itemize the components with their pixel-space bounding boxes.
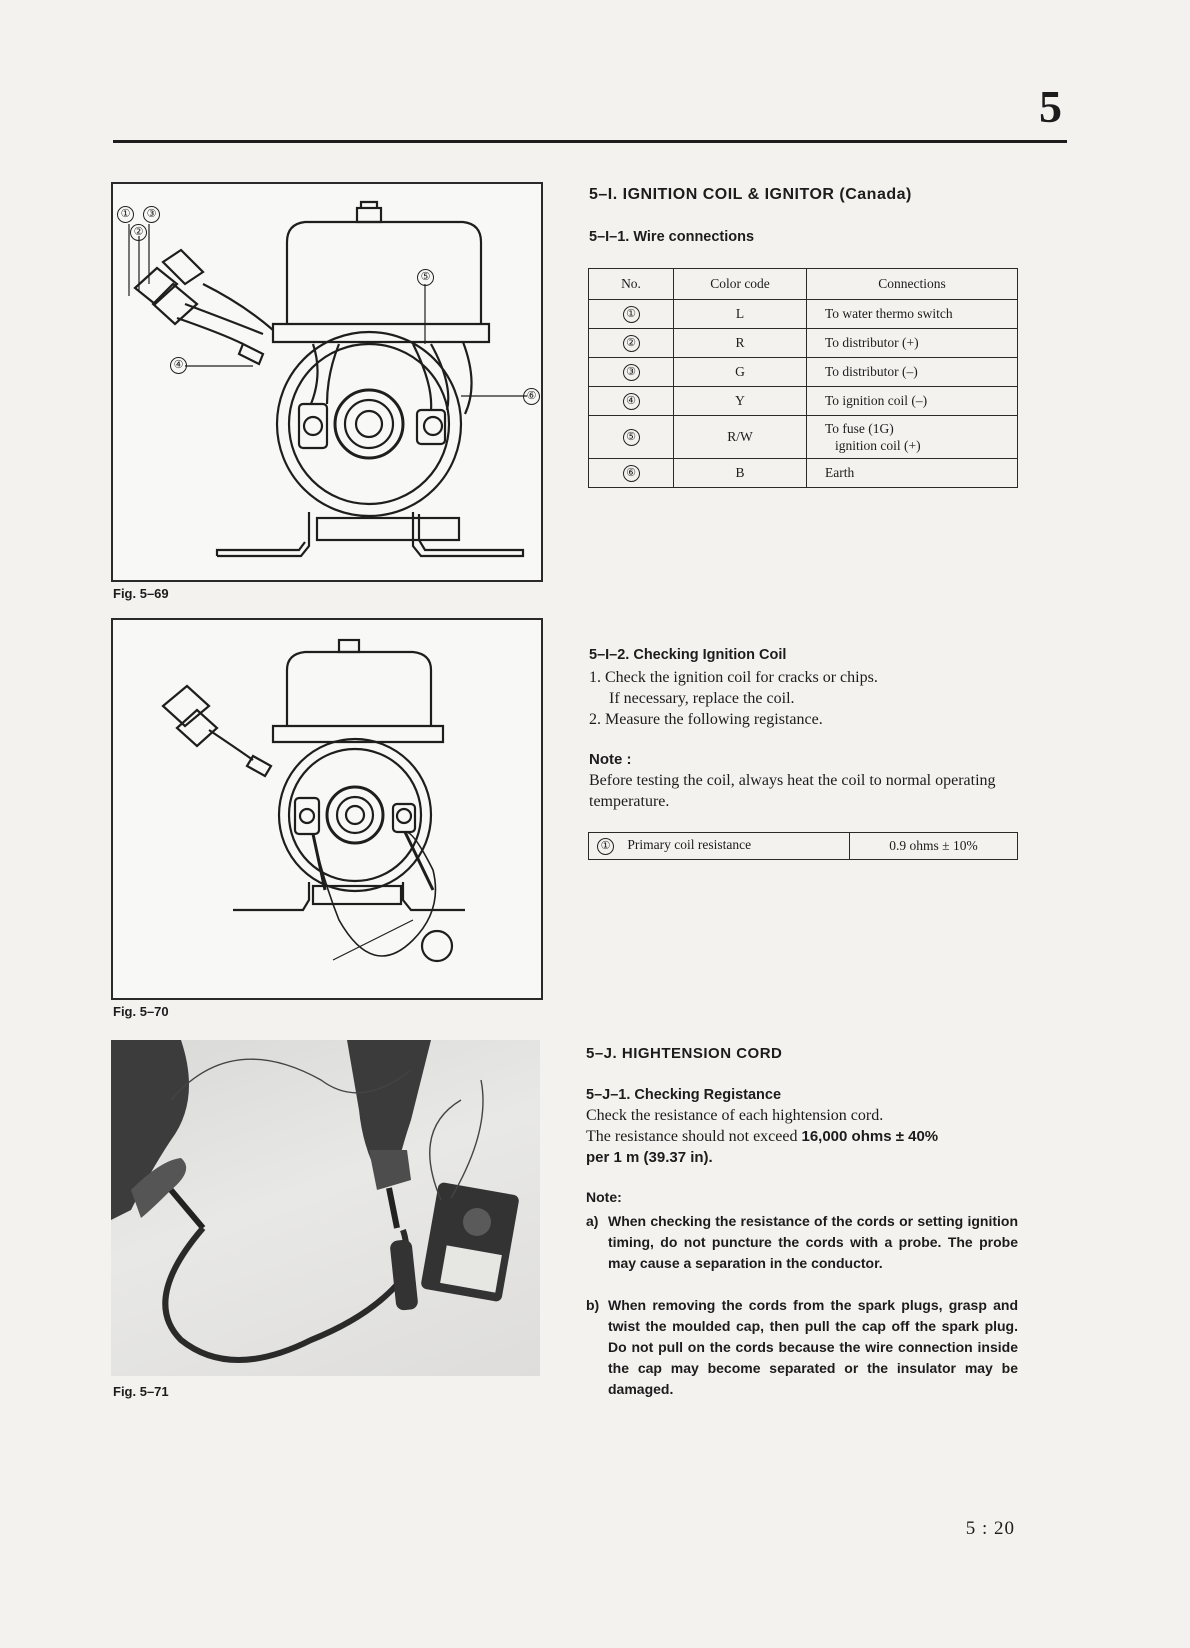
callout-2: ② [130,224,147,241]
header-color-code: Color code [674,269,807,300]
connection-cell: To ignition coil (–) [807,387,1018,416]
header-rule [113,140,1067,143]
step-1-continued: If necessary, replace the coil. [609,690,795,707]
table-row [589,300,1018,329]
header-connections: Connections [807,269,1018,300]
step-2: 2. Measure the following registance. [589,711,823,728]
header-no: No. [589,269,674,300]
note-a-text: When checking the resistance of the cords or setting ignition timing, do not puncture the cords with a probe. The probe may cause a separation in the conductor. [608,1213,1018,1271]
note-b-letter: b) [586,1297,600,1313]
cord-line-2 [586,1126,1022,1147]
note-label: Note : [589,751,632,768]
cord-note-b [586,1295,1018,1400]
connection-cell: Earth [807,459,1018,488]
callout-5: ⑤ [417,269,434,286]
cord-note-label: Note: [586,1189,622,1205]
connection-line-1: To fuse (1G) [825,421,894,436]
note-text: Before testing the coil, always heat the coil to normal operating temperature. [589,772,996,810]
table-row [589,416,1018,459]
resistance-value: 0.9 ohms ± 10% [850,833,1018,860]
row-number: ⑤ [623,429,640,446]
connection-line-2: ignition coil (+) [835,438,921,453]
wire-connections-table [588,268,1018,488]
connection-cell: To water thermo switch [807,300,1018,329]
resistance-row [589,833,1018,860]
fig-5-70-label: Fig. 5–70 [113,1004,169,1019]
color-code-cell: G [674,358,807,387]
figure-5-70 [111,618,543,1000]
resistance-limit: 16,000 ohms ± 40% [801,1128,939,1145]
cord-line-2-text: The resistance should not exceed [586,1128,798,1145]
figure-5-71-photo [111,1040,540,1376]
color-code-cell: L [674,300,807,329]
resistance-label: Primary coil resistance [627,837,752,852]
callout-4: ④ [170,357,187,374]
table-row [589,387,1018,416]
chapter-number: 5 [1039,81,1062,132]
table-row [589,329,1018,358]
table-header-row [589,269,1018,300]
resistance-number: ① [597,838,614,855]
fig-5-71-label: Fig. 5–71 [113,1384,169,1399]
row-number: ② [623,335,640,352]
resistance-label-cell [589,833,850,860]
subsection-5-i-1-title: 5–I–1. Wire connections [589,229,755,245]
table-row [589,358,1018,387]
note-b-text: When removing the cords from the spark plugs, grasp and twist the moulded cap, then pull the cap off the spark plug. Do not pull on the cords because the wire connection inside the cap may become separated or the insulator may be damaged. [608,1297,1018,1397]
subsection-5-i-2-title: 5–I–2. Checking Ignition Coil [589,647,787,663]
color-code-cell: Y [674,387,807,416]
note-a-letter: a) [586,1213,599,1229]
ignition-coil-diagram [113,184,541,580]
row-number: ④ [623,393,640,410]
color-code-cell: B [674,459,807,488]
page-number: 5 : 20 [965,1518,1015,1539]
row-number: ③ [623,364,640,381]
cord-note-a [586,1211,1018,1274]
callout-3: ③ [143,206,160,223]
cord-line-1: Check the resistance of each hightension cord. [586,1107,884,1124]
section-5-j-title: 5–J. HIGHTENSION CORD [586,1045,783,1062]
color-code-cell: R [674,329,807,358]
fig-5-69-label: Fig. 5–69 [113,586,169,601]
connection-cell: To distributor (+) [807,329,1018,358]
callout-1: ① [117,206,134,223]
color-code-cell: R/W [674,416,807,459]
subsection-5-j-1-title: 5–J–1. Checking Registance [586,1087,782,1103]
row-number: ⑥ [623,465,640,482]
check-steps [589,667,1019,730]
per-length: per 1 m (39.37 in). [586,1149,713,1166]
callout-6: ⑥ [523,388,540,405]
connection-cell [807,416,1018,459]
step-1: 1. Check the ignition coil for cracks or chips. [589,669,878,686]
row-number: ① [623,306,640,323]
section-5-i-title: 5–I. IGNITION COIL & IGNITOR (Canada) [589,186,912,203]
cord-check-text [586,1105,1022,1168]
coil-resistance-diagram [113,620,541,998]
table-row [589,459,1018,488]
resistance-table [588,832,1018,860]
figure-5-69 [111,182,543,582]
hightension-cord-test-photo [111,1040,540,1376]
connection-cell: To distributor (–) [807,358,1018,387]
